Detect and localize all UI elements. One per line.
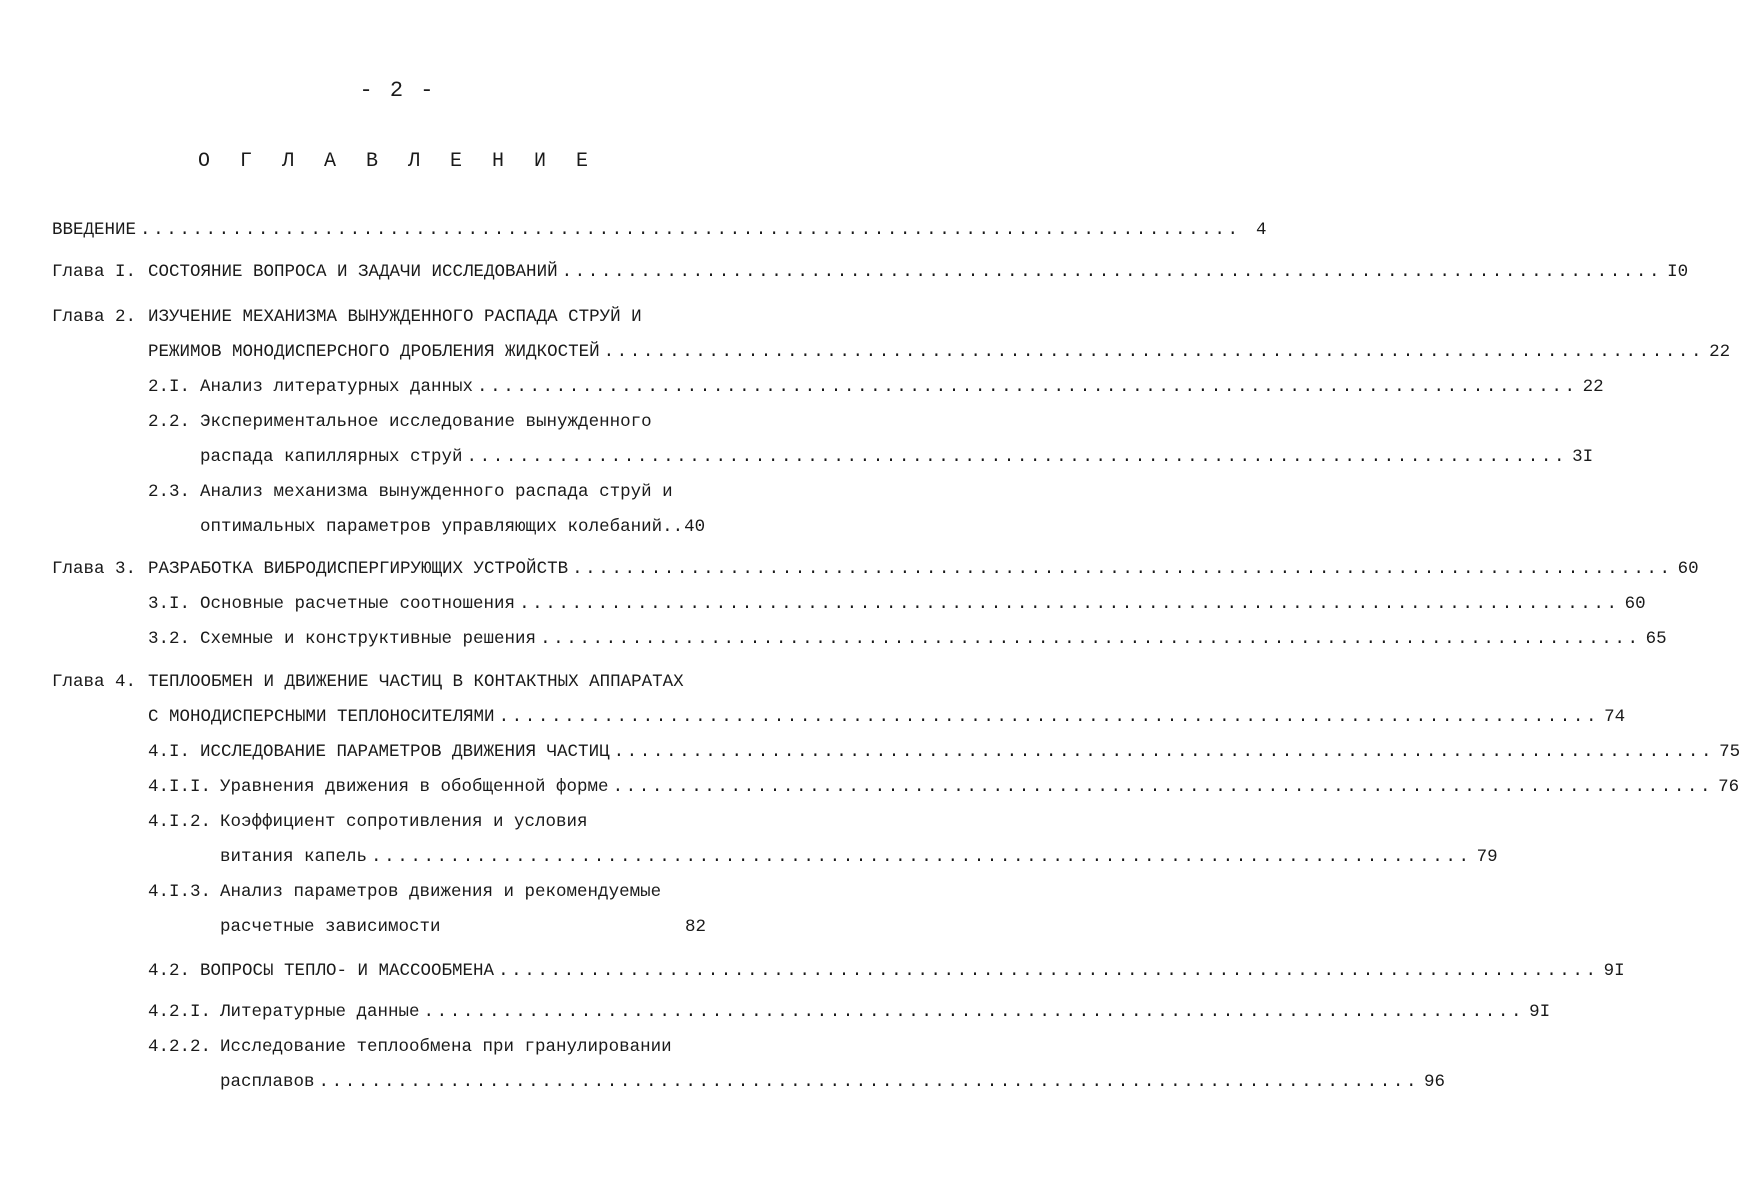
toc-text: распада капиллярных струй	[200, 447, 463, 467]
toc-page: 40	[684, 517, 706, 537]
toc-entry-section-2-2	[148, 408, 706, 436]
toc-entry-section-2-3	[148, 478, 706, 506]
toc-entry-section-4-1-2	[148, 808, 706, 836]
toc-page: 3I	[1572, 447, 1594, 467]
toc-entry-section-4-1-2-cont	[220, 843, 1498, 871]
toc-entry-section-4-2	[148, 957, 1625, 985]
toc-text: Основные расчетные соотношения	[200, 594, 516, 614]
toc-page: 4	[1256, 220, 1267, 240]
toc-entry-chapter-3	[52, 555, 1699, 583]
toc-text: С МОНОДИСПЕРСНЫМИ ТЕПЛОНОСИТЕЛЯМИ	[148, 707, 495, 727]
toc-text: Литературные данные	[220, 1002, 420, 1022]
toc-page: 75	[1719, 742, 1740, 762]
toc-text: ВВЕДЕНИЕ	[52, 220, 137, 240]
toc-page: 82	[684, 917, 706, 937]
toc-entry-chapter-4	[52, 668, 706, 696]
toc-entry-section-4-1	[148, 738, 1740, 766]
toc-label: 4.I.I.	[148, 777, 212, 797]
toc-page: 79	[1476, 847, 1498, 867]
toc-label: 4.I.3.	[148, 882, 212, 902]
toc-entry-introduction	[52, 216, 1267, 244]
toc-text: расплавов	[220, 1072, 315, 1092]
toc-text: расчетные зависимости	[220, 917, 441, 937]
dot-leader: ....................................................................................	[612, 777, 1714, 797]
toc-page: 9I	[1529, 1002, 1551, 1022]
toc-entry-section-3-2	[148, 625, 1667, 653]
dot-leader: ....................................................................................	[498, 707, 1600, 727]
toc-label: 2.3.	[148, 482, 191, 502]
toc-entry-section-4-1-3-cont	[220, 913, 706, 941]
toc-label: 4.I.2.	[148, 812, 212, 832]
toc-entry-section-2-1	[148, 373, 1604, 401]
toc-label: Глава 4.	[52, 672, 137, 692]
toc-label: 2.I.	[148, 377, 191, 397]
toc-text: Анализ механизма вынужденного распада струй и	[200, 482, 673, 502]
toc-page: 22	[1582, 377, 1604, 397]
dot-leader: ....................................................................................	[603, 342, 1705, 362]
toc-entry-chapter-4-cont	[148, 703, 1626, 731]
dot-leader: ....................................................................................	[477, 377, 1578, 397]
toc-text: ИЗУЧЕНИЕ МЕХАНИЗМА ВЫНУЖДЕННОГО РАСПАДА СТРУЙ И	[148, 307, 642, 327]
dot-leader: ....................................................................................	[613, 742, 1715, 762]
dot-leader: ....................................................................................	[498, 961, 1599, 981]
dot-leader: ....................................................................................	[466, 447, 1568, 467]
toc-text: Анализ литературных данных	[200, 377, 474, 397]
dot-leader: ....................................................................................	[540, 629, 1641, 649]
toc-text: СОСТОЯНИЕ ВОПРОСА И ЗАДАЧИ ИССЛЕДОВАНИЙ	[148, 262, 558, 282]
toc-page: 22	[1709, 342, 1731, 362]
toc-label: 3.2.	[148, 629, 191, 649]
dot-leader: ....................................................................................	[519, 594, 1620, 614]
toc-entry-section-2-2-cont	[200, 443, 1594, 471]
toc-page: 74	[1604, 707, 1626, 727]
toc-text: ВОПРОСЫ ТЕПЛО- И МАССООБМЕНА	[200, 961, 495, 981]
dot-leader: ....................................................................................	[318, 1072, 1420, 1092]
toc-page: 76	[1718, 777, 1740, 797]
toc-entry-section-4-1-3	[148, 878, 706, 906]
toc-text: оптимальных параметров управляющих колебаний..	[200, 517, 684, 537]
toc-label: Глава I.	[52, 262, 137, 282]
toc-label: 4.I.	[148, 742, 191, 762]
toc-text: ТЕПЛООБМЕН И ДВИЖЕНИЕ ЧАСТИЦ В КОНТАКТНЫХ АППАРАТАХ	[148, 672, 684, 692]
toc-entry-section-2-3-cont	[200, 513, 706, 541]
toc-entry-section-4-2-1	[148, 998, 1551, 1026]
toc-page: 65	[1645, 629, 1667, 649]
dot-leader: ....................................................................................	[140, 220, 1241, 240]
toc-label: 2.2.	[148, 412, 191, 432]
toc-label: 4.2.	[148, 961, 191, 981]
toc-entry-chapter-2-cont	[148, 338, 1731, 366]
toc-text: РАЗРАБОТКА ВИБРОДИСПЕРГИРУЮЩИХ УСТРОЙСТВ	[148, 559, 569, 579]
dot-leader: ....................................................................................	[561, 262, 1663, 282]
toc-entry-chapter-1	[52, 258, 1689, 286]
dot-leader: ....................................................................................	[371, 847, 1472, 867]
toc-label: 4.2.I.	[148, 1002, 212, 1022]
toc-text: Уравнения движения в обобщенной форме	[220, 777, 609, 797]
toc-label: 3.I.	[148, 594, 191, 614]
toc-page: 9I	[1603, 961, 1625, 981]
toc-entry-section-4-2-2	[148, 1033, 706, 1061]
dot-leader: ....................................................................................	[572, 559, 1673, 579]
toc-page: 60	[1677, 559, 1699, 579]
page-title: О Г Л А В Л Е Н И Е	[197, 150, 598, 173]
toc-text: Экспериментальное исследование вынужденного	[200, 412, 652, 432]
toc-text: Анализ параметров движения и рекомендуемые	[220, 882, 662, 902]
toc-page: I0	[1667, 262, 1689, 282]
toc-page: 60	[1624, 594, 1646, 614]
toc-text: витания капель	[220, 847, 368, 867]
toc-page: 96	[1424, 1072, 1446, 1092]
toc-text: Схемные и конструктивные решения	[200, 629, 537, 649]
toc-text: Исследование теплообмена при гранулировании	[220, 1037, 672, 1057]
toc-text: РЕЖИМОВ МОНОДИСПЕРСНОГО ДРОБЛЕНИЯ ЖИДКОСТЕЙ	[148, 342, 600, 362]
toc-label: Глава 2.	[52, 307, 137, 327]
page-number: - 2 -	[359, 78, 436, 103]
toc-entry-section-3-1	[148, 590, 1646, 618]
toc-label: 4.2.2.	[148, 1037, 212, 1057]
toc-label: Глава 3.	[52, 559, 137, 579]
dot-leader: ....................................................................................	[423, 1002, 1525, 1022]
toc-entry-chapter-2	[52, 303, 706, 331]
toc-text: Коэффициент сопротивления и условия	[220, 812, 588, 832]
toc-entry-section-4-2-2-cont	[220, 1068, 1446, 1096]
toc-text: ИССЛЕДОВАНИЕ ПАРАМЕТРОВ ДВИЖЕНИЯ ЧАСТИЦ	[200, 742, 610, 762]
toc-entry-section-4-1-1	[148, 773, 1740, 801]
